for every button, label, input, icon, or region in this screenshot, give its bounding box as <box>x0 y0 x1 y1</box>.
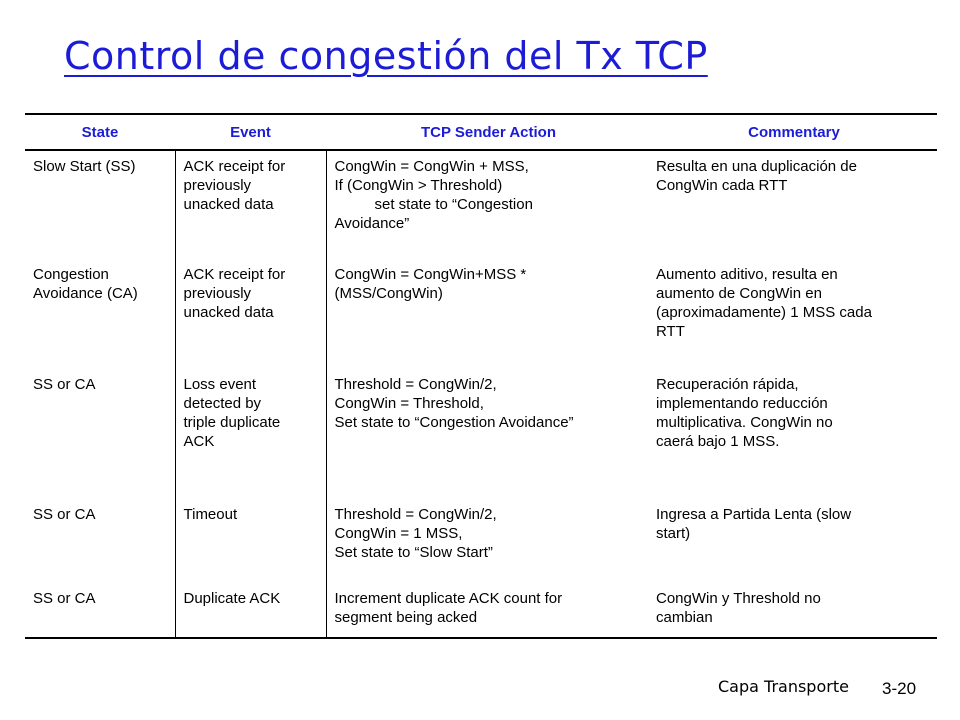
cell-line: triple duplicate <box>183 414 281 431</box>
cell-line: Resulta en una duplicación de <box>656 158 857 175</box>
state-cell <box>25 150 175 259</box>
state-cell <box>25 369 175 499</box>
cell-line: Duplicate ACK <box>183 590 281 607</box>
action-cell <box>326 150 651 259</box>
cell-line: implementando reducción <box>656 395 828 412</box>
commentary-cell <box>651 369 937 499</box>
event-cell <box>175 259 326 369</box>
cell-line: start) <box>656 525 691 542</box>
cell-line: previously <box>183 285 252 302</box>
cell-line: Increment duplicate ACK count for <box>334 590 563 607</box>
cell-line: unacked data <box>183 196 274 213</box>
cell-line: CongWin = 1 MSS, <box>334 525 463 542</box>
cell-line: SS or CA <box>33 506 96 523</box>
cell-line: aumento de CongWin en <box>656 285 822 302</box>
table-row <box>25 150 937 259</box>
cell-line: CongWin y Threshold no <box>656 590 821 607</box>
cell-line: SS or CA <box>33 590 96 607</box>
cell-line: caerá bajo 1 MSS. <box>656 433 780 450</box>
commentary-cell <box>651 583 937 638</box>
cell-line: Slow Start (SS) <box>33 158 136 175</box>
header-commentary: Commentary <box>748 123 840 141</box>
cell-line: CongWin = CongWin+MSS * <box>334 266 527 283</box>
action-cell <box>326 583 651 638</box>
event-cell <box>175 499 326 583</box>
cell-line: CongWin = Threshold, <box>334 395 484 412</box>
cell-line: (MSS/CongWin) <box>334 285 443 302</box>
tcp-congestion-table <box>25 113 937 639</box>
commentary-cell <box>651 150 937 259</box>
cell-line: SS or CA <box>33 376 96 393</box>
event-cell <box>175 583 326 638</box>
table-header-row <box>25 114 937 150</box>
cell-line: (aproximadamente) 1 MSS cada <box>656 304 872 321</box>
footer-page-number: 3-20 <box>882 679 917 698</box>
table-row <box>25 369 937 499</box>
cell-line: Set state to “Congestion Avoidance” <box>334 414 574 431</box>
commentary-cell <box>651 499 937 583</box>
cell-line: Avoidance” <box>334 215 410 232</box>
cell-line: Congestion <box>33 266 109 283</box>
state-cell <box>25 499 175 583</box>
table-row <box>25 583 937 638</box>
cell-line: Threshold = CongWin/2, <box>334 376 497 393</box>
slide-title: Control de congestión del Tx TCP <box>64 34 708 78</box>
cell-line: Avoidance (CA) <box>33 285 138 302</box>
table-row <box>25 259 937 369</box>
cell-line: multiplicativa. CongWin no <box>656 414 833 431</box>
cell-line: If (CongWin > Threshold) <box>334 177 503 194</box>
cell-line: Aumento aditivo, resulta en <box>656 266 838 283</box>
footer-chapter-label: Capa Transporte <box>718 677 849 696</box>
commentary-cell <box>651 259 937 369</box>
action-cell <box>326 369 651 499</box>
header-event: Event <box>230 123 271 141</box>
event-cell <box>175 369 326 499</box>
state-cell <box>25 259 175 369</box>
cell-line: Recuperación rápida, <box>656 376 799 393</box>
cell-line: Threshold = CongWin/2, <box>334 506 497 523</box>
cell-line: CongWin cada RTT <box>656 177 788 194</box>
cell-line: Set state to “Slow Start” <box>334 544 493 561</box>
cell-line: Ingresa a Partida Lenta (slow <box>656 506 852 523</box>
table-row <box>25 499 937 583</box>
cell-line: Loss event <box>183 376 257 393</box>
cell-line: Timeout <box>183 506 238 523</box>
cell-line: previously <box>183 177 252 194</box>
cell-line: detected by <box>183 395 262 412</box>
event-cell <box>175 150 326 259</box>
cell-line: ACK receipt for <box>183 158 286 175</box>
action-cell <box>326 259 651 369</box>
cell-line: set state to “Congestion <box>374 196 533 213</box>
cell-line: segment being acked <box>334 609 478 626</box>
action-cell <box>326 499 651 583</box>
cell-line: ACK receipt for <box>183 266 286 283</box>
cell-line: RTT <box>656 323 685 340</box>
cell-line: ACK <box>183 433 215 450</box>
header-state: State <box>81 123 119 141</box>
cell-line: cambian <box>656 609 713 626</box>
cell-line: CongWin = CongWin + MSS, <box>334 158 529 175</box>
header-action: TCP Sender Action <box>420 123 557 141</box>
cell-line: unacked data <box>183 304 274 321</box>
state-cell <box>25 583 175 638</box>
